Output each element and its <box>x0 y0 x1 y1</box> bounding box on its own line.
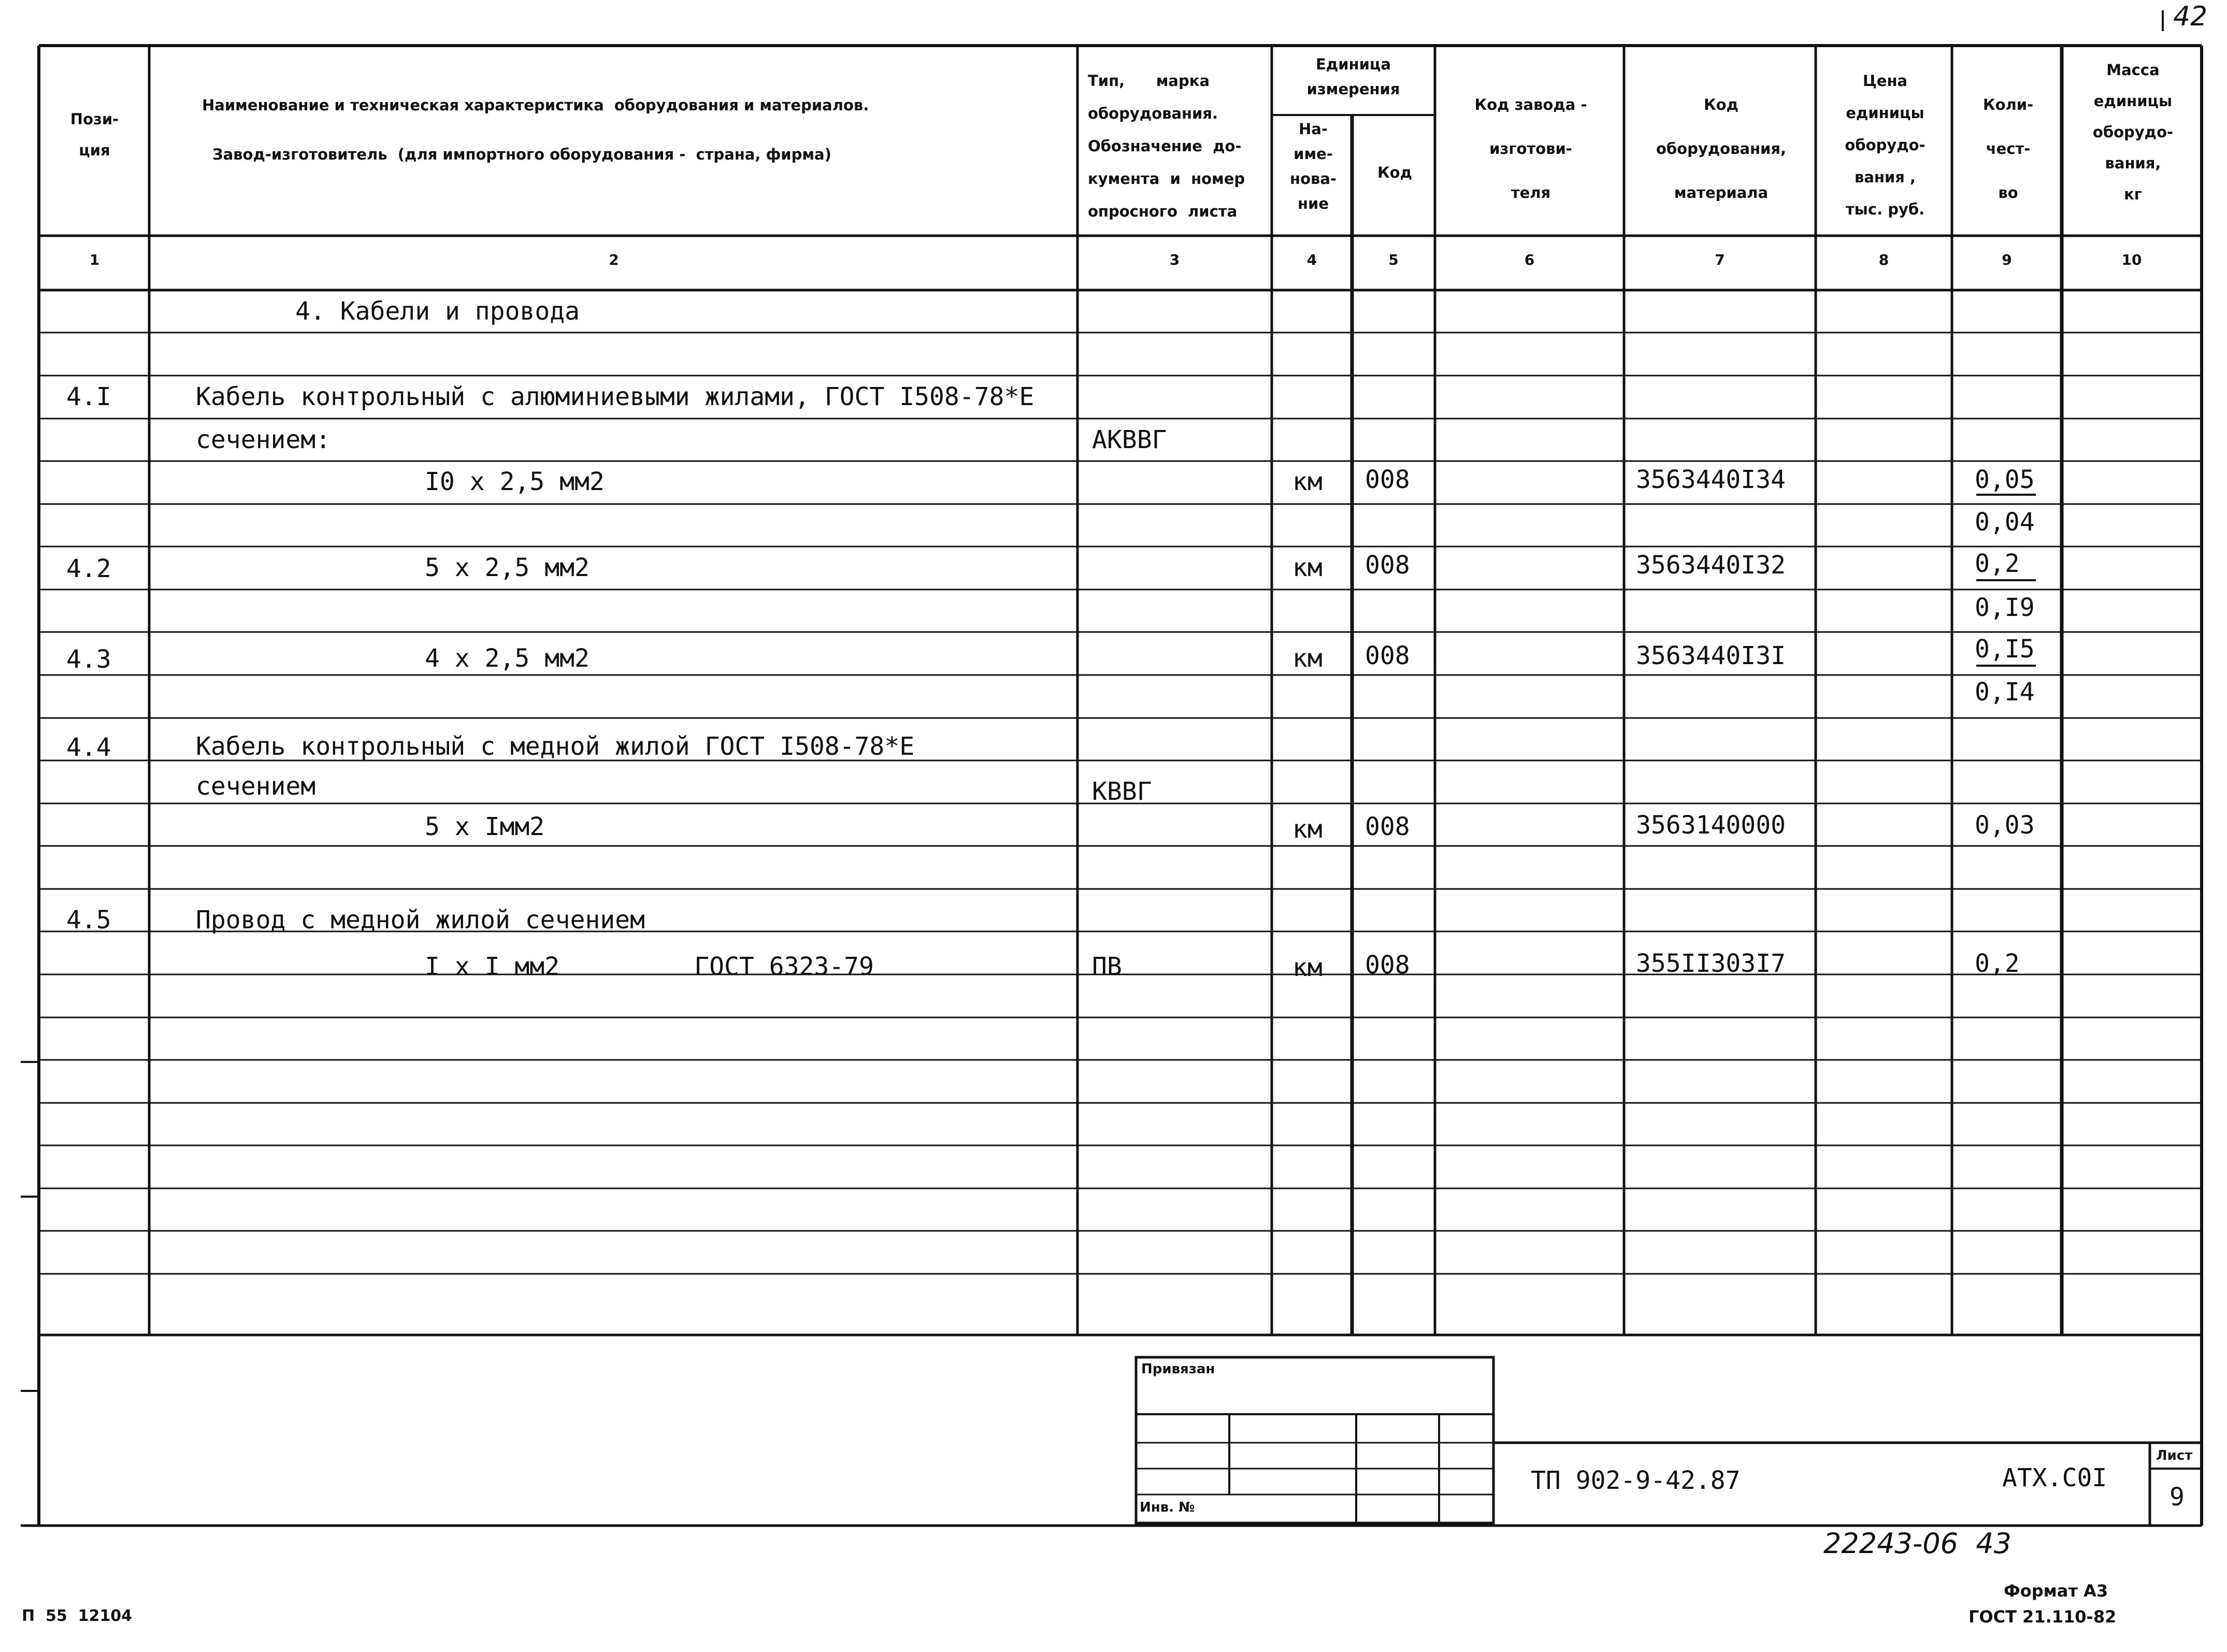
sheet-label: Лист <box>2156 1448 2193 1463</box>
row-name: 5 х Iмм2 <box>425 812 545 841</box>
row-quantity: 0,I5 <box>1975 635 2035 664</box>
row-name: сечением <box>196 772 316 801</box>
header-mass: Масса единицы оборудо- вания, кг <box>2092 61 2174 203</box>
row-position: 4.2 <box>66 554 111 583</box>
document-code: ТП 902-9-42.87 <box>1531 1466 1741 1495</box>
row-material-code: 3563440I3I <box>1636 641 1786 670</box>
column-number: 9 <box>2002 251 2012 268</box>
header-name-line2: Завод-изготовитель (для импортного оборудования - страна, фирма) <box>212 146 831 163</box>
row-type: КВВГ <box>1092 777 1152 806</box>
row-name: Провод с медной жилой сечением <box>196 906 645 935</box>
header-price: Цена единицы оборудо- вания , тыс. руб. <box>1845 72 1926 218</box>
row-material-code: 3563140000 <box>1636 811 1786 840</box>
row-unit: км <box>1292 953 1323 982</box>
row-name: сечением: <box>196 425 331 454</box>
row-quantity: 0,04 <box>1975 508 2035 537</box>
row-position: 4.4 <box>66 733 111 762</box>
print-code: П 55 12104 <box>22 1607 133 1625</box>
row-quantity: 0,I9 <box>1975 593 2035 622</box>
row-name: I0 х 2,5 мм2 <box>425 467 605 496</box>
row-unit-code: 008 <box>1365 465 1410 494</box>
row-unit-code: 008 <box>1365 812 1410 841</box>
header-position: Пози- ция <box>70 110 119 159</box>
row-type: ПВ <box>1092 952 1122 981</box>
header-unit-group: На- име- нова- ние <box>1290 120 1337 212</box>
row-material-code: 3563440I32 <box>1636 551 1786 580</box>
header-type: Тип, марка оборудования. Обозначение до- кумента и номер опросного листа <box>1088 72 1245 220</box>
gost-label: ГОСТ 21.110-82 <box>1969 1607 2117 1627</box>
row-quantity: 0,2 <box>1975 949 2020 978</box>
row-name: I х I мм2 ГОСТ 6323-79 <box>425 952 874 981</box>
stamp-privyazan: Привязан <box>1141 1361 1215 1377</box>
row-quantity: 0,05 <box>1975 465 2035 494</box>
column-number: 10 <box>2121 251 2142 268</box>
row-name: Кабель контрольный с алюминиевыми жилами, ГОСТ I508-78*Е <box>196 382 1035 411</box>
header-unit-group-title: Единица измерения <box>1306 55 1400 98</box>
header-factory-code: Код завода - изготови- теля <box>1474 96 1587 202</box>
sheet-number: 9 <box>2169 1483 2185 1512</box>
document-mark: АТХ.С0I <box>2002 1463 2107 1492</box>
column-number: 2 <box>609 251 619 268</box>
column-number: 7 <box>1715 251 1725 268</box>
row-unit-code: 008 <box>1365 951 1410 980</box>
row-unit: км <box>1292 644 1323 673</box>
page-number-top: 42 <box>2173 1 2208 32</box>
column-number: 6 <box>1524 251 1535 268</box>
row-position: 4.5 <box>66 906 111 935</box>
row-name: 5 х 2,5 мм2 <box>425 553 590 582</box>
row-quantity: 0,2 <box>1975 549 2020 578</box>
column-number: 8 <box>1878 251 1889 268</box>
header-quantity: Коли- чест- во <box>1982 96 2034 202</box>
archive-number: 22243-06 43 <box>1823 1527 2012 1560</box>
row-name: Кабель контрольный с медной жилой ГОСТ I508-78*Е <box>196 732 915 761</box>
row-unit: км <box>1292 553 1323 582</box>
format-label: Формат А3 <box>2004 1581 2108 1601</box>
row-position: 4.I <box>66 382 111 411</box>
row-quantity: 0,03 <box>1975 811 2035 840</box>
column-number: 1 <box>89 251 100 268</box>
row-quantity: 0,I4 <box>1975 678 2035 707</box>
header-name-line1: Наименование и техническая характеристика оборудования и материалов. <box>202 96 869 114</box>
row-unit: км <box>1292 467 1323 496</box>
column-number: 4 <box>1306 251 1317 268</box>
column-number: 5 <box>1388 251 1399 268</box>
row-name: 4 х 2,5 мм2 <box>425 644 590 673</box>
row-unit-code: 008 <box>1365 551 1410 580</box>
column-number: 3 <box>1169 251 1180 268</box>
stamp-inv-no: Инв. № <box>1140 1500 1195 1515</box>
header-material-code: Код оборудования, материала <box>1656 96 1787 202</box>
row-unit: км <box>1292 815 1323 844</box>
section-title: 4. Кабели и провода <box>295 297 580 326</box>
row-material-code: 355II303I7 <box>1636 949 1786 978</box>
row-position: 4.3 <box>66 645 111 674</box>
row-unit-code: 008 <box>1365 641 1410 670</box>
row-material-code: 3563440I34 <box>1636 465 1786 494</box>
row-type: АКВВГ <box>1092 425 1167 454</box>
header-unit-code: Код <box>1377 164 1413 181</box>
